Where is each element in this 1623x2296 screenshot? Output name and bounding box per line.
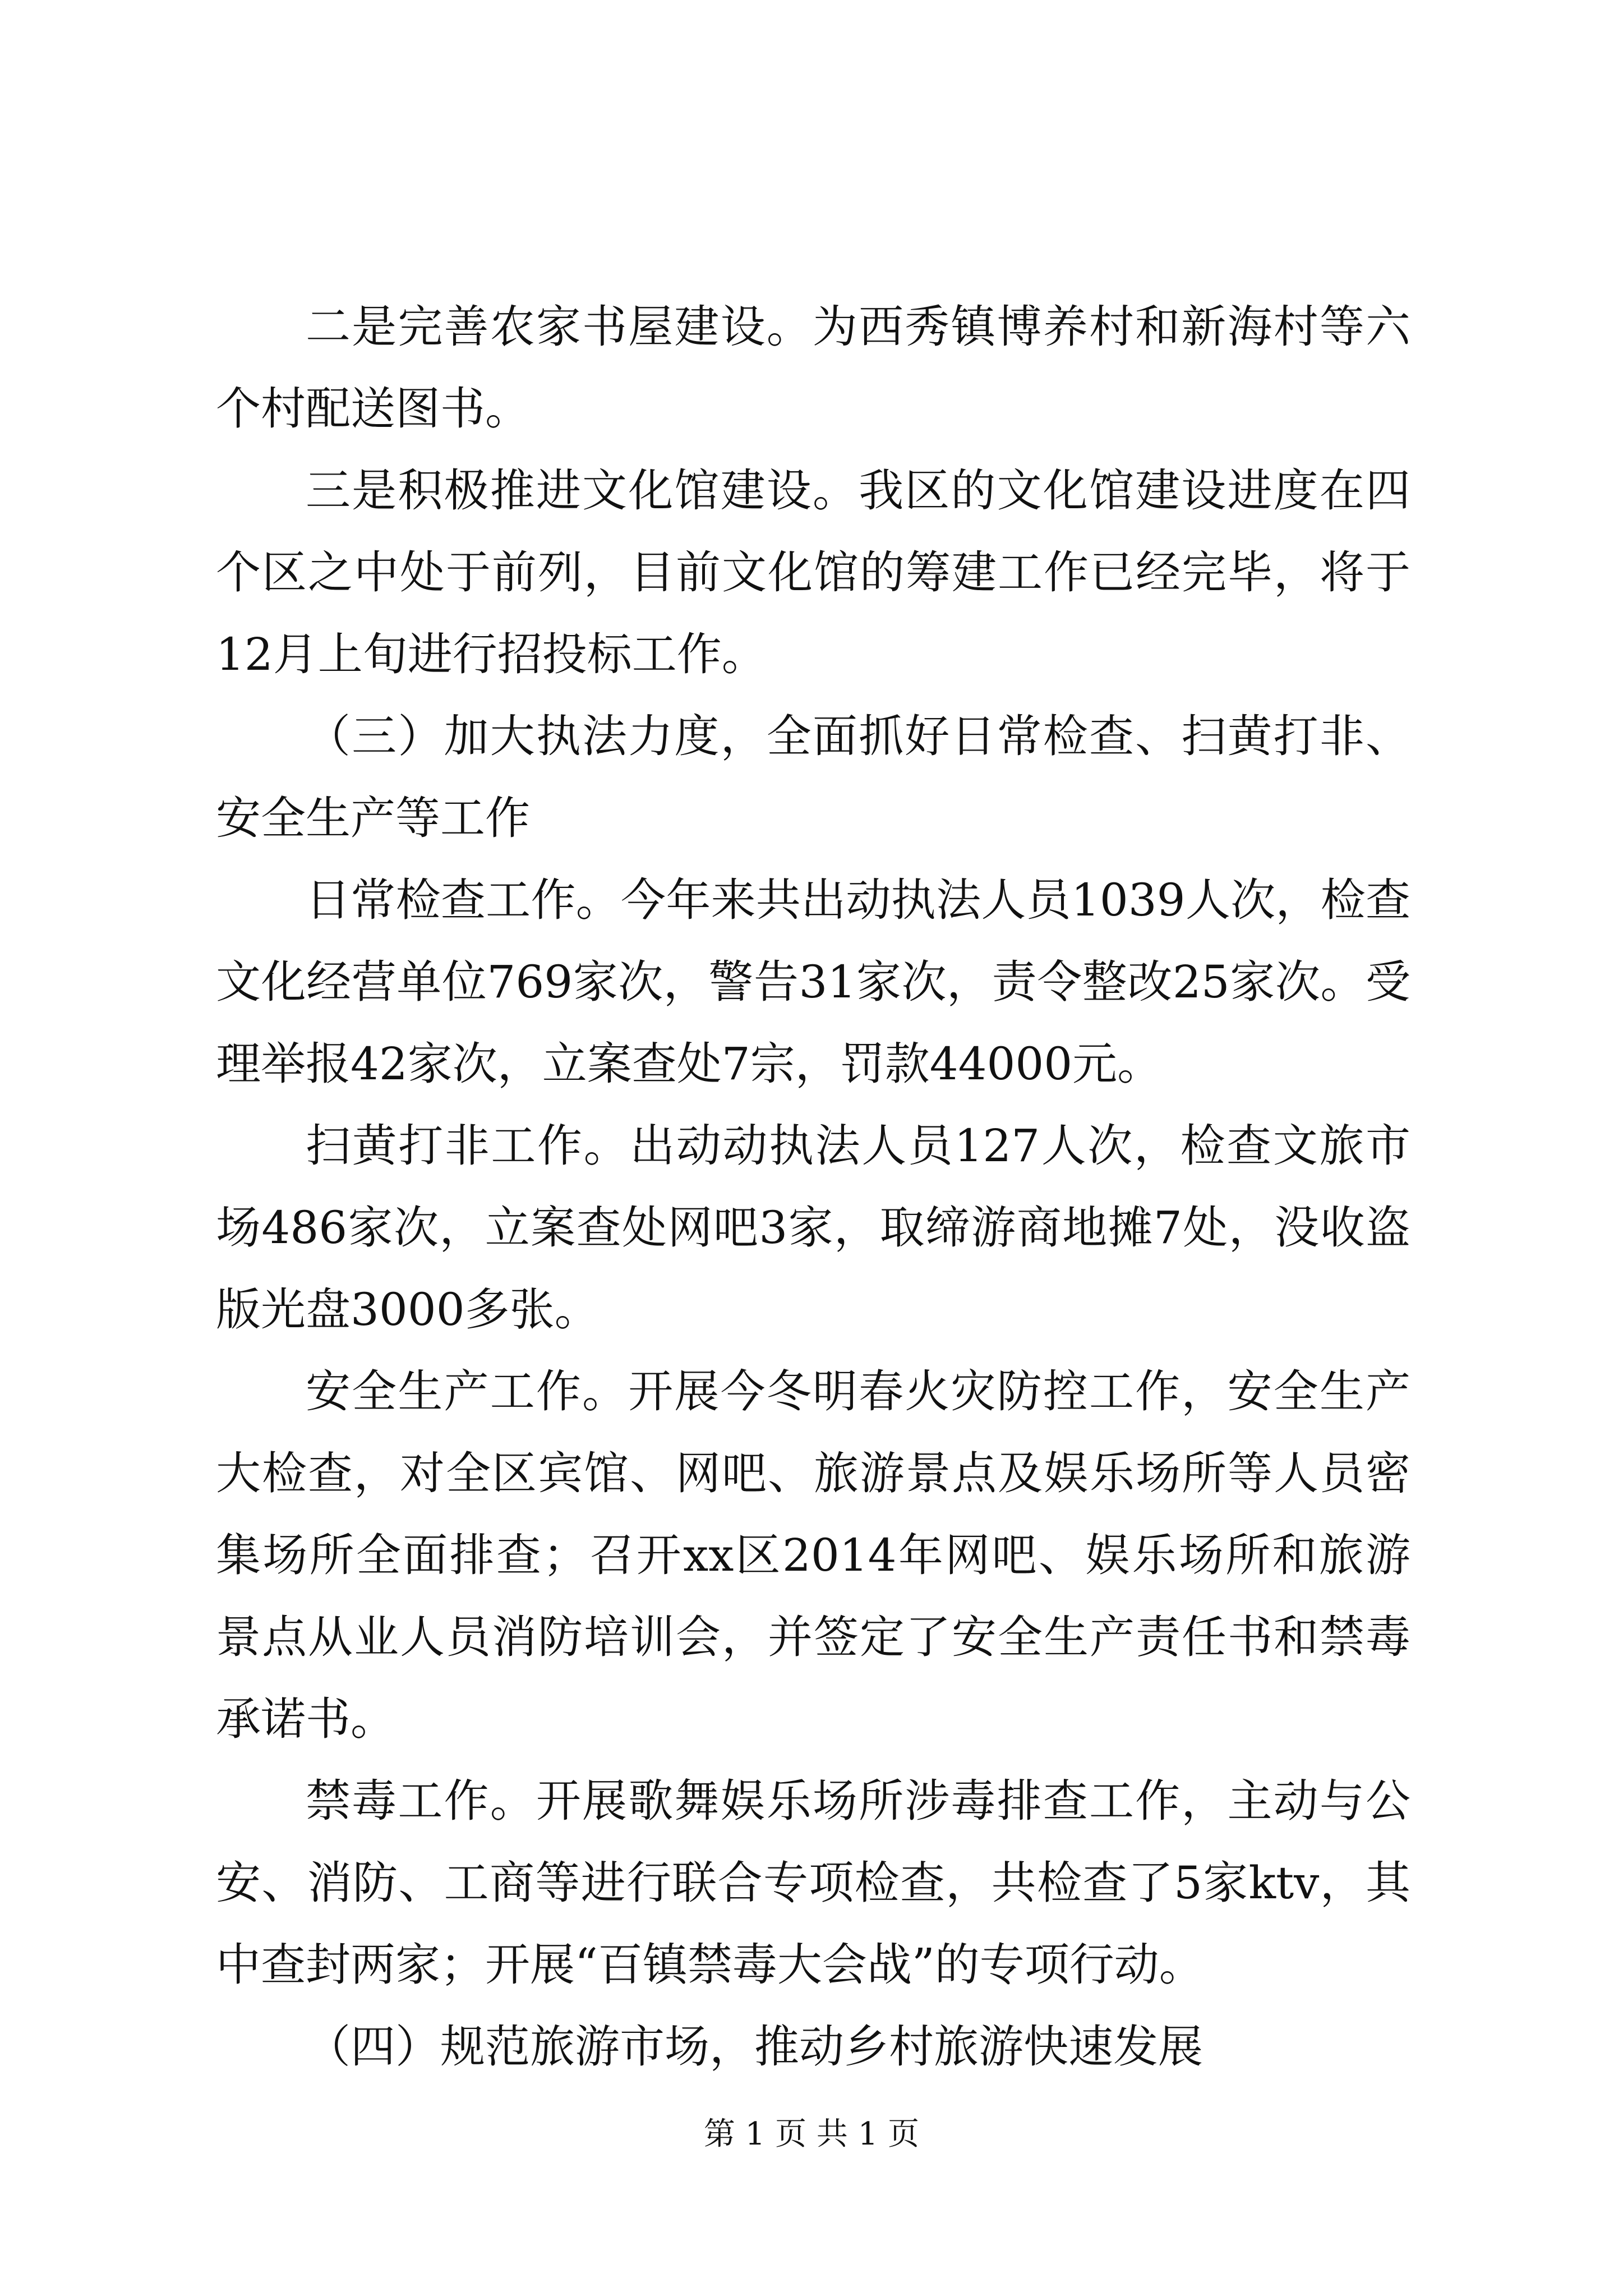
paragraph-safety-production: 安全生产工作。开展今冬明春火灾防控工作，安全生产大检查，对全区宾馆、网吧、旅游景点及娱乐场所等人员密集场所全面排查；召开xx区2014年网吧、娱乐场所和旅游景点从业人员消防培训会，并签定了安全生产责任书和禁毒承诺书。 [216,1365,1410,1745]
paragraph-cultural-center: 三是积极推进文化馆建设。我区的文化馆建设进度在四个区之中处于前列，目前文化馆的筹建工作已经完毕，将于12月上旬进行招投标工作。 [216,464,1410,680]
page-footer: 第 1 页 共 1 页 [703,2116,920,2152]
paragraph-anti-pornography: 扫黄打非工作。出动动执法人员127人次，检查文旅市场486家次，立案查处网吧3家，取缔游商地摊7处，没收盗版光盘3000多张。 [216,1120,1410,1336]
document-body [216,286,1410,2088]
section-heading-law-enforcement: （三）加大执法力度，全面抓好日常检查、扫黄打非、安全生产等工作 [216,710,1410,844]
paragraph-library-construction: 二是完善农家书屋建设。为西秀镇博养村和新海村等六个村配送图书。 [216,301,1410,435]
paragraph-daily-inspection: 日常检查工作。今年来共出动执法人员1039人次，检查文化经营单位769家次，警告31家次，责令整改25家次。受理举报42家次，立案查处7宗，罚款44000元。 [216,874,1410,1090]
paragraph-anti-drug: 禁毒工作。开展歌舞娱乐场所涉毒排查工作，主动与公安、消防、工商等进行联合专项检查，共检查了5家ktv，其中查封两家；开展“百镇禁毒大会战”的专项行动。 [216,1775,1410,1991]
section-heading-tourism-market: （四）规范旅游市场，推动乡村旅游快速发展 [306,2021,1203,2073]
